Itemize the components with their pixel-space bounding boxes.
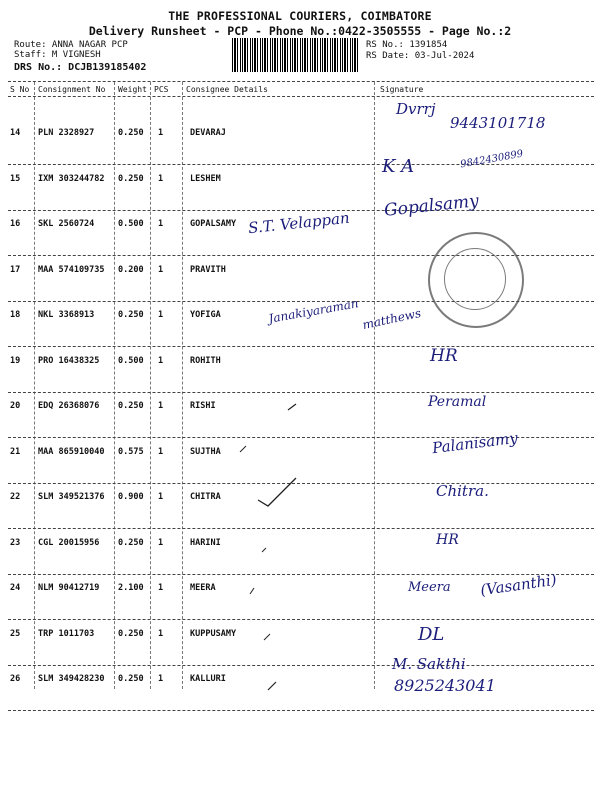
- handwritten-name: S.T. Velappan: [247, 208, 351, 238]
- signature-rishi: Peramal: [428, 394, 487, 410]
- row-consignee: MEERA: [190, 583, 216, 593]
- row-sno: 14: [10, 128, 21, 138]
- row-consignee: KUPPUSAMY: [190, 629, 237, 639]
- row-consignee: CHITRA: [190, 492, 221, 502]
- row-pcs: 1: [158, 583, 164, 593]
- document-subtitle: Delivery Runsheet - PCP - Phone No.:0422-3505555 - Page No.:2: [88, 24, 512, 38]
- col-pcs: PCS: [154, 85, 169, 94]
- row-weight: 2.100: [118, 583, 144, 593]
- signature-kalluri: M. Sakthi: [392, 655, 466, 673]
- row-weight: 0.250: [118, 629, 144, 639]
- row-consignee: LESHEM: [190, 174, 221, 184]
- handwritten-name: matthews: [361, 305, 423, 333]
- row-pcs: 1: [158, 128, 164, 138]
- row-pcs: 1: [158, 492, 164, 502]
- row-consignment-no: CGL 20015956: [38, 538, 100, 548]
- row-consignment-no: PRO 16438325: [38, 356, 100, 366]
- row-consignment-no: EDQ 26368076: [38, 401, 100, 411]
- signature-rohith: HR: [430, 346, 458, 366]
- row-consignee: DEVARAJ: [190, 128, 226, 138]
- row-weight: 0.575: [118, 447, 144, 457]
- row-pcs: 1: [158, 629, 164, 639]
- row-consignment-no: TRP 1011703: [38, 629, 95, 639]
- row-consignment-no: NKL 3368913: [38, 310, 95, 320]
- row-consignment-no: MAA 574109735: [38, 265, 105, 275]
- col-consignment: Consignment No: [38, 85, 106, 94]
- row-weight: 0.500: [118, 219, 144, 229]
- row-consignee: GOPALSAMY: [190, 219, 237, 229]
- row-consignee: HARINI: [190, 538, 221, 548]
- row-sno: 22: [10, 492, 21, 502]
- staff-label: Staff: M VIGNESH: [14, 50, 101, 60]
- row-sno: 19: [10, 356, 21, 366]
- col-weight: Weight: [118, 85, 147, 94]
- signature-harini: HR: [436, 532, 459, 548]
- row-weight: 0.250: [118, 174, 144, 184]
- row-consignment-no: SLM 349521376: [38, 492, 105, 502]
- col-sno: S No: [10, 85, 30, 94]
- route-label: Route: ANNA NAGAR PCP: [14, 40, 128, 50]
- row-consignment-no: MAA 865910040: [38, 447, 105, 457]
- signature-gopalsamy: Gopalsamy: [383, 191, 480, 221]
- handwritten-name: Janakiyaraman: [267, 296, 360, 326]
- row-pcs: 1: [158, 538, 164, 548]
- row-consignee: RISHI: [190, 401, 216, 411]
- row-sno: 21: [10, 447, 21, 457]
- row-sno: 16: [10, 219, 21, 229]
- rs-date: RS Date: 03-Jul-2024: [366, 51, 475, 61]
- row-pcs: 1: [158, 447, 164, 457]
- row-weight: 0.500: [118, 356, 144, 366]
- row-consignee: SUJTHA: [190, 447, 221, 457]
- row-consignment-no: NLM 90412719: [38, 583, 100, 593]
- signature-devaraj: Dvrrj: [396, 100, 436, 118]
- row-weight: 0.250: [118, 538, 144, 548]
- row-sno: 17: [10, 265, 21, 275]
- row-sno: 15: [10, 174, 21, 184]
- row-sno: 20: [10, 401, 21, 411]
- row-weight: 0.250: [118, 310, 144, 320]
- row-pcs: 1: [158, 356, 164, 366]
- row-sno: 23: [10, 538, 21, 548]
- row-consignment-no: SLM 349428230: [38, 674, 105, 684]
- row-weight: 0.250: [118, 128, 144, 138]
- row-consignee: YOFIGA: [190, 310, 221, 320]
- rs-number: RS No.: 1391854: [366, 40, 448, 50]
- handwritten-name: (Vasanthi): [479, 570, 558, 600]
- document-title: THE PROFESSIONAL COURIERS, COIMBATORE: [168, 9, 432, 23]
- handwritten-phone: 9443101718: [450, 114, 546, 132]
- row-pcs: 1: [158, 401, 164, 411]
- handwritten-phone: 8925243041: [394, 676, 496, 695]
- row-consignment-no: PLN 2328927: [38, 128, 95, 138]
- row-consignee: ROHITH: [190, 356, 221, 366]
- col-signature: Signature: [380, 85, 424, 94]
- col-consignee: Consignee Details: [186, 85, 268, 94]
- signature-leshem: K A: [382, 156, 415, 177]
- row-pcs: 1: [158, 219, 164, 229]
- signature-kuppusamy: DL: [418, 624, 445, 645]
- row-consignee: PRAVITH: [190, 265, 226, 275]
- row-sno: 18: [10, 310, 21, 320]
- row-weight: 0.900: [118, 492, 144, 502]
- signature-meera: Meera: [408, 580, 451, 595]
- row-sno: 24: [10, 583, 21, 593]
- row-pcs: 1: [158, 674, 164, 684]
- row-consignment-no: SKL 2560724: [38, 219, 95, 229]
- row-sno: 26: [10, 674, 21, 684]
- handwritten-phone: 9842430899: [459, 148, 525, 171]
- row-weight: 0.200: [118, 265, 144, 275]
- row-sno: 25: [10, 629, 21, 639]
- row-pcs: 1: [158, 265, 164, 275]
- row-pcs: 1: [158, 310, 164, 320]
- row-weight: 0.250: [118, 674, 144, 684]
- row-consignment-no: IXM 303244782: [38, 174, 105, 184]
- row-pcs: 1: [158, 174, 164, 184]
- row-weight: 0.250: [118, 401, 144, 411]
- signature-chitra: Chitra.: [436, 482, 489, 500]
- drs-number: DRS No.: DCJB139185402: [14, 62, 147, 73]
- signature-sujtha: Palanisamy: [431, 428, 519, 458]
- row-consignee: KALLURI: [190, 674, 226, 684]
